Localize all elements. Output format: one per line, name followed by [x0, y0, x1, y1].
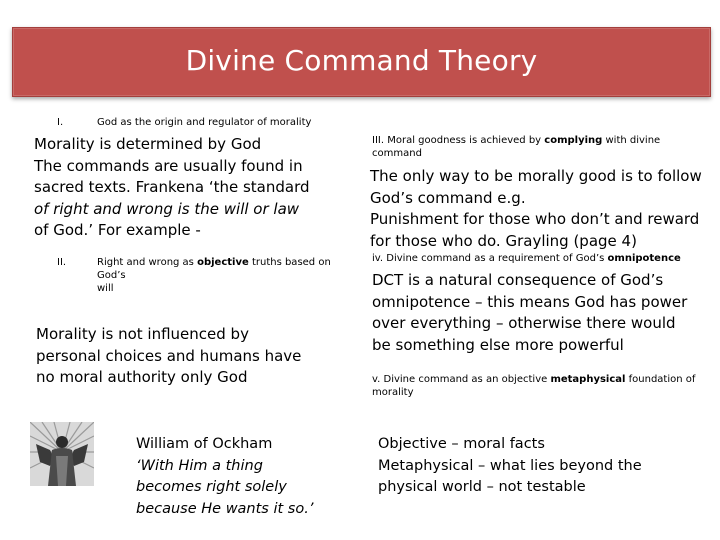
section-2-numeral: II. [57, 257, 67, 268]
section-2-heading: Right and wrong as objective truths based on God’s will [97, 257, 331, 294]
section-1-body [34, 134, 310, 242]
section-2-line: no moral authority only God [36, 368, 248, 386]
section-3-line: for those who do. Grayling (page 4) [370, 231, 637, 250]
section-3-line: The only way to be morally good is to follow [370, 167, 702, 185]
section-1-heading: God as the origin and regulator of morality [97, 117, 312, 128]
quote-line: becomes right solely [136, 479, 287, 495]
title-bar [12, 27, 711, 97]
section-1-line: sacred texts. Frankena ‘the standard [34, 178, 310, 196]
section-4-body [372, 270, 687, 356]
section-5-line: Objective – moral facts [378, 436, 545, 452]
section-3-line: Punishment for those who don’t and reward [370, 210, 700, 228]
section-5-line: physical world – not testable [378, 479, 586, 495]
section-5-line: Metaphysical – what lies beyond the [378, 457, 642, 474]
section-1-numeral: I. [57, 117, 64, 128]
statue-graphic [30, 422, 94, 486]
section-4-line: be something else more powerful [372, 335, 624, 354]
quote-line: William of Ockham [136, 436, 273, 452]
section-4-line: DCT is a natural consequence of God’s [372, 271, 664, 289]
ockham-quote [136, 434, 313, 520]
section-3-heading: III. Moral goodness is achieved by complying with divine command [372, 135, 661, 159]
section-1-line: The commands are usually found in [34, 156, 303, 175]
section-1-line: Morality is determined by God [34, 135, 262, 153]
section-5-body [378, 434, 642, 499]
section-4-heading: iv. Divine command as a requirement of God’s omnipotence [372, 253, 681, 264]
section-2-line: Morality is not influenced by [36, 325, 249, 343]
section-1-line: of right and wrong is the will or law [34, 199, 300, 218]
section-4-line: over everything – otherwise there would [372, 314, 676, 332]
section-2-body [36, 324, 301, 389]
section-5-heading: v. Divine command as an objective metaphysical foundation of morality [372, 374, 696, 398]
section-3-body [370, 166, 702, 252]
section-4-line: omnipotence – this means God has power [372, 292, 688, 311]
quote-line: because He wants it so.’ [136, 500, 314, 517]
page-title: Divine Command Theory [185, 43, 538, 77]
religious-statue-image [30, 422, 94, 486]
section-2-line: personal choices and humans have [36, 346, 302, 365]
section-1-line: of God.’ For example - [34, 221, 201, 239]
section-3-line: God’s command e.g. [370, 188, 526, 207]
quote-line: ‘With Him a thing [136, 457, 263, 474]
